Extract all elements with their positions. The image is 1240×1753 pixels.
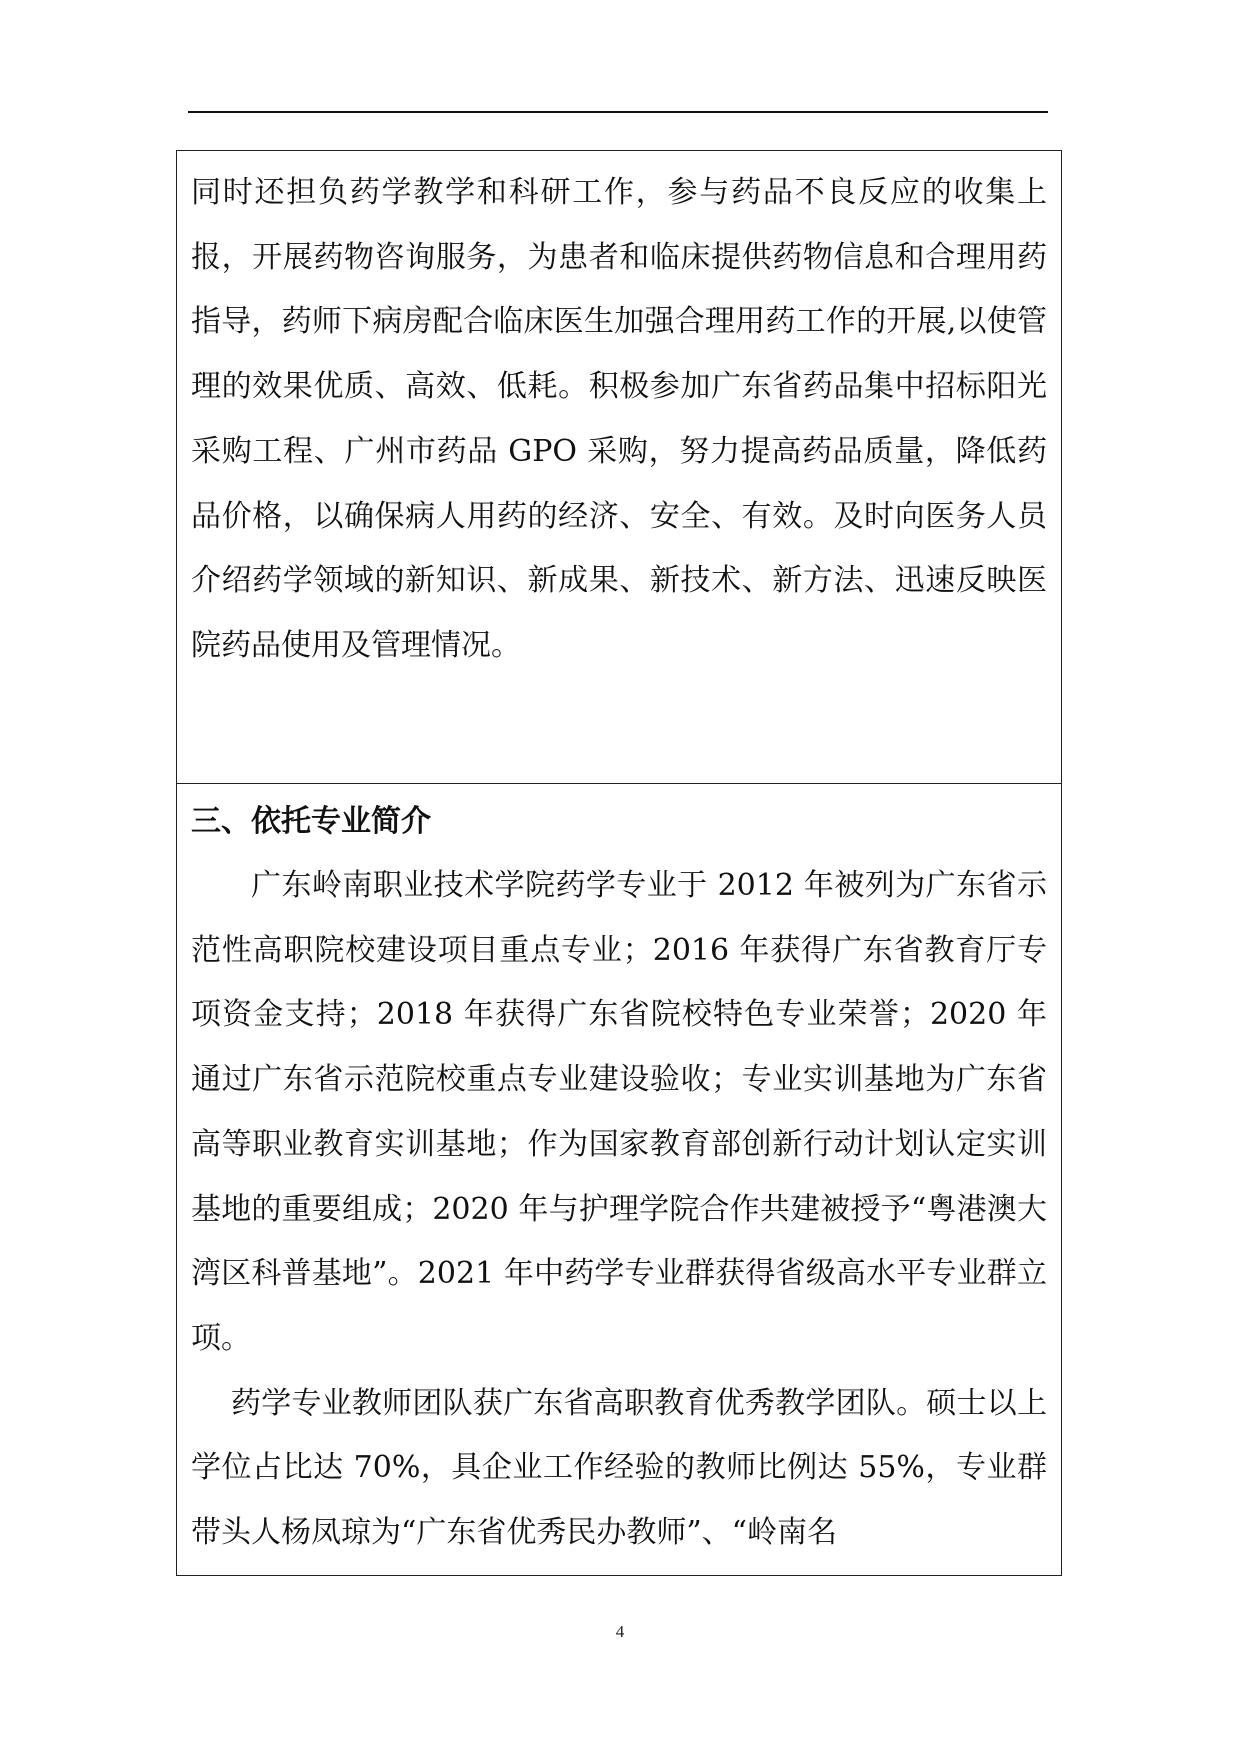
- table-cell-pharmacy-duties: [177, 151, 1061, 784]
- body-paragraph: 广东岭南职业技术学院药学专业于 2012 年被列为广东省示范性高职院校建设项目重点专业；2016 年获得广东省教育厅专项资金支持；2018 年获得广东省院校特色专业荣誉；2020 年通过广东省示范院校重点专业建设验收；专业实训基地为广东省高等职业教育实训基地；作为国家教育部创新行动计划认定实训基地的重要组成；2020 年与护理学院合作共建被授予“粤港澳大湾区科普基地”。2021 年中药学专业群获得省级高水平专业群立项。: [191, 868, 1047, 1356]
- body-paragraph: 同时还担负药学教学和科研工作，参与药品不良反应的收集上报，开展药物咨询服务，为患者和临床提供药物信息和合理用药指导，药师下病房配合临床医生加强合理用药工作的开展,以使管理的效果优质、高效、低耗。积极参加广东省药品集中招标阳光采购工程、广州市药品 GPO 采购，努力提高药品质量，降低药品价格，以确保病人用药的经济、安全、有效。及时向医务人员介绍药学领域的新知识、新成果、新技术、新方法、迅速反映医院药品使用及管理情况。: [191, 175, 1047, 663]
- content-table: [176, 150, 1062, 1576]
- table-cell-section-3: [177, 784, 1061, 1577]
- section-heading: 三、依托专业简介: [191, 804, 431, 839]
- body-paragraph: 药学专业教师团队获广东省高职教育优秀教学团队。硕士以上学位占比达 70%，具企业工作经验的教师比例达 55%，专业群带头人杨凤琼为“广东省优秀民办教师”、“岭南名: [191, 1385, 1047, 1551]
- page-number: 4: [615, 1622, 625, 1641]
- header-rule: [188, 111, 1048, 113]
